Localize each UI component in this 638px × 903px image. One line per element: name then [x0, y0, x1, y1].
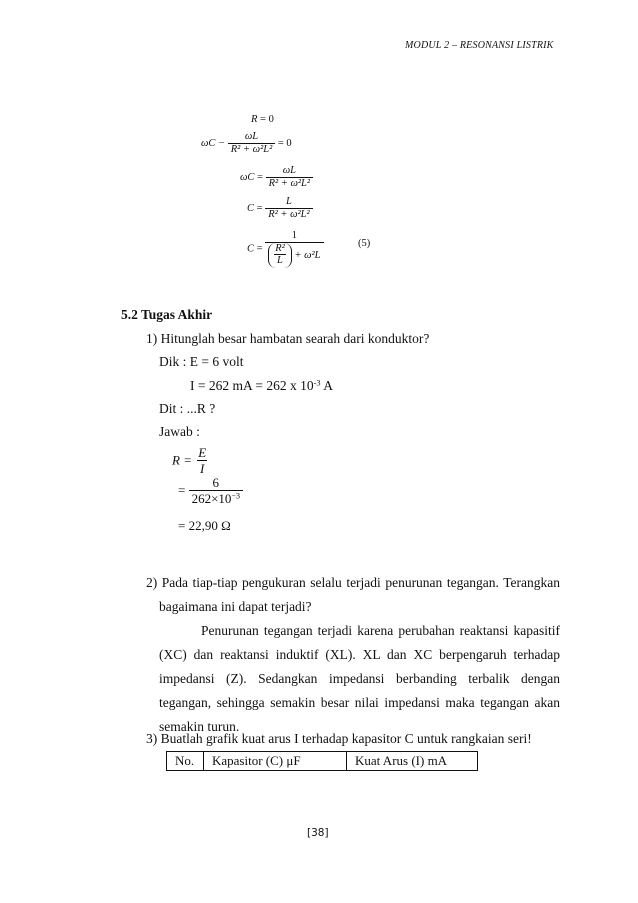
equation-4: C = $\frac{L}{\text{R² + ω²L²}}$ — [247, 196, 313, 221]
table-header-no: No. — [167, 752, 204, 771]
q1-given-current — [190, 378, 333, 394]
eq5-inner-fraction — [272, 243, 288, 268]
q2-question-line1: 2) Pada tiap-tiap pengukuran selalu terjadi penurunan tegangan. Terangkan — [146, 575, 560, 590]
q1-step2-den-base: 262×10 — [191, 491, 232, 507]
q2-answer-line4: tegangan, sehingga semakin besar nilai impedansi maka tegangan akan — [159, 695, 560, 710]
equation-3: ωC = $\frac{\omega L}{\text{R² + ω²L²}}$ — [240, 165, 313, 190]
eq2-lhs: ωC − — [201, 137, 226, 149]
q1-step2-den-exp: −3 — [231, 491, 240, 501]
q1-r-lhs: R = — [172, 452, 192, 468]
eq4-lhs: C — [247, 202, 255, 214]
eq2-rhs: 0 — [286, 137, 292, 149]
eq5-den-tail: + ω²L — [294, 249, 321, 261]
running-header: MODUL 2 – RESONANSI LISTRIK — [405, 40, 554, 51]
q1-given-voltage: Dik : E = 6 volt — [159, 354, 244, 369]
eq3-lhs: ωC — [240, 171, 255, 183]
eq5-inner-den: L — [274, 254, 286, 268]
table-header-current: Kuat Arus (I) mA — [347, 752, 478, 771]
q2-question-line2: bagaimana ini dapat terjadi? — [159, 599, 312, 614]
eq2-num: ωL — [244, 131, 259, 142]
eq2-fraction — [228, 131, 275, 156]
q2-answer-line3: impedansi (Z). Sedangkan impedansi berbanding terbalik dengan — [159, 671, 560, 686]
q1-answer-label: Jawab : — [159, 424, 200, 439]
eq5-num: 1 — [291, 230, 297, 241]
eq4-den: R² + ω²L² — [265, 208, 312, 222]
q1-r-den: I — [197, 460, 207, 477]
table-header-row — [167, 752, 478, 771]
q1-step2-eq: = — [178, 482, 186, 498]
eq5-den — [265, 242, 323, 268]
eq3-den: R² + ω²L² — [266, 177, 313, 191]
eq5-inner-num: R² — [275, 242, 285, 254]
q1-step2-fraction — [189, 476, 243, 507]
q3-data-table — [166, 751, 478, 771]
q2-answer-line2: (XC) dan reaktansi induktif (XL). XL dan XC berpengaruh terhadap — [159, 647, 560, 662]
q1-step2-num: 6 — [212, 475, 220, 490]
q2-answer-line5: semakin turun. — [159, 719, 240, 734]
q1-r-num: E — [198, 445, 207, 460]
eq3-num: ωL — [282, 165, 296, 176]
eq5-lhs: C — [247, 243, 255, 255]
q1-question: 1) Hitunglah besar hambatan searah dari konduktor? — [146, 331, 430, 346]
q1-r-fraction — [195, 446, 209, 477]
q1-step2-den — [189, 490, 243, 507]
eq5-paren — [268, 243, 292, 268]
eq4-fraction — [265, 196, 312, 221]
q1-asked: Dit : ...R ? — [159, 401, 216, 416]
eq1-rhs: 0 — [268, 114, 274, 125]
equation-2: ωC − $\frac{\omega L}{\text{R² + ω²L²}}$ = 0 — [201, 131, 292, 155]
page-number: [38] — [307, 827, 329, 839]
eq5-fraction — [265, 230, 323, 268]
eq2-den: R² + ω²L² — [228, 143, 275, 157]
q3-question: 3) Buatlah grafik kuat arus I terhadap kapasitor C untuk rangkaian seri! — [146, 731, 532, 746]
q2-answer-line1: Penurunan tegangan terjadi karena perubahan reaktansi kapasitif — [201, 623, 560, 638]
equation-number: (5) — [358, 238, 371, 249]
q1-calc-line2 — [178, 476, 243, 507]
q1-current-unit: A — [320, 378, 333, 393]
q1-result: = 22,90 Ω — [178, 518, 231, 533]
q1-current-exp: -3 — [313, 378, 321, 388]
equation-1: R = 0 — [251, 114, 274, 125]
section-title: 5.2 Tugas Akhir — [121, 307, 213, 322]
q1-current-text: I = 262 mA = 262 x 10 — [190, 378, 314, 393]
eq3-fraction — [266, 165, 313, 190]
q1-calc-line1 — [172, 446, 209, 477]
eq4-num: L — [285, 196, 292, 207]
table-header-capacitor: Kapasitor (C) μF — [204, 752, 347, 771]
equation-5: C = 1 $\frac{\text{R²}}{L}$ + ω²L — [247, 230, 324, 268]
eq1-lhs: R — [251, 114, 258, 125]
